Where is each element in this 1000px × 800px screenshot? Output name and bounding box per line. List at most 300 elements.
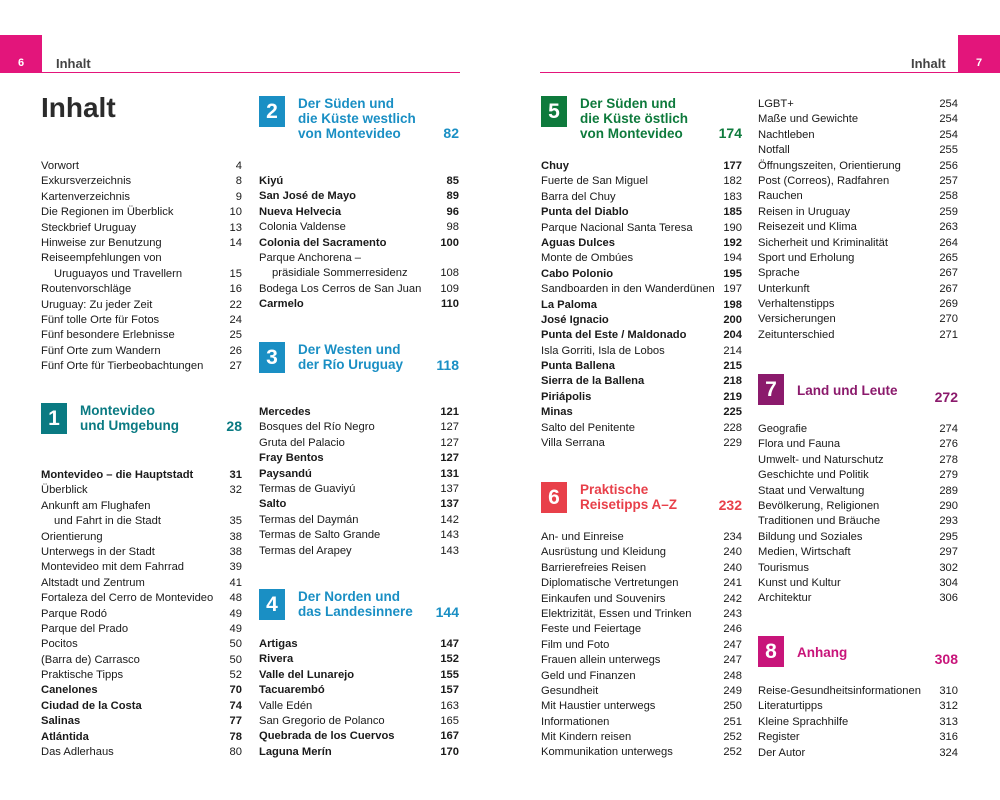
toc-entry: [259, 297, 459, 312]
intro-list: [41, 159, 242, 374]
section-title-line: Reisetipps A–Z: [580, 497, 678, 512]
toc-entry-title: Bevölkerung, Religionen: [758, 499, 880, 512]
toc-entry-page: 152: [440, 653, 459, 666]
toc-entry-title: Bildung und Soziales: [758, 530, 863, 543]
toc-entry-page: 98: [446, 221, 459, 234]
toc-entry-page: 316: [939, 731, 958, 744]
toc-entry-title: Post (Correos), Radfahren: [758, 174, 890, 187]
toc-entry: [758, 499, 958, 514]
toc-entry: [259, 544, 459, 559]
section-title-line: das Landesinnere: [298, 604, 413, 619]
toc-entry-title: Colonia del Sacramento: [259, 236, 387, 249]
toc-entry-title: Tourismus: [758, 561, 809, 574]
toc-entry: [758, 220, 958, 235]
toc-entry: [259, 513, 459, 528]
toc-entry-page: 306: [939, 592, 958, 605]
toc-entry-title: Salto del Penitente: [541, 421, 635, 434]
section-number-badge: 5: [541, 96, 567, 127]
toc-entry: [41, 745, 242, 760]
toc-entry-title: Reiseempfehlungen von: [41, 252, 162, 265]
toc-entry-title: Montevideo – die Hauptstadt: [41, 469, 194, 481]
toc-entry-title: Unterkunft: [758, 282, 810, 295]
toc-entry: [758, 312, 958, 327]
toc-entry: [41, 530, 242, 545]
toc-entry-title: Kiyú: [259, 175, 284, 187]
toc-entry-page: 259: [939, 205, 958, 218]
toc-entry-title: Die Regionen im Überblick: [41, 206, 174, 219]
toc-entry-title: Sierra de la Ballena: [541, 375, 645, 388]
toc-entry-page: 167: [440, 730, 459, 743]
toc-entry-page: 50: [229, 653, 242, 666]
toc-entry: [758, 453, 958, 468]
toc-entry-title: Mit Haustier unterwegs: [541, 700, 656, 713]
section-title: [580, 482, 719, 512]
toc-entry-title: Staat und Verwaltung: [758, 484, 865, 497]
toc-entry-title: Rivera: [259, 653, 294, 666]
toc-entry-page: 4: [235, 160, 242, 172]
toc-entry-title: Kleine Sprachhilfe: [758, 715, 849, 728]
section-page: 232: [718, 497, 742, 513]
toc-entry: [758, 159, 958, 174]
section-title-line: Land und Leute: [797, 383, 898, 398]
toc-entry-title: Bodega Los Cerros de San Juan: [259, 282, 422, 295]
toc-entry: [758, 205, 958, 220]
toc-entry-page: 256: [939, 159, 958, 172]
toc-entry-title: Fünf tolle Orte für Fotos: [41, 313, 160, 326]
toc-entry-title: Parque Nacional Santa Teresa: [541, 221, 693, 234]
toc-entry-title: Fünf besondere Erlebnisse: [41, 329, 175, 342]
toc-entry-title: Frauen allein unterwegs: [541, 654, 661, 667]
toc-entry-page: 218: [723, 375, 742, 388]
right-page-number: 7: [958, 35, 1000, 73]
toc-entry: [541, 267, 742, 282]
toc-entry: [259, 405, 459, 420]
toc-entry-page: 228: [723, 421, 742, 434]
toc-entry: [541, 730, 742, 745]
toc-entry-title: Fünf Orte für Tierbeobachtungen: [41, 360, 204, 373]
toc-entry: [259, 251, 459, 266]
toc-entry-title: Punta del Diablo: [541, 206, 629, 219]
toc-entry-title: Einkaufen und Souvenirs: [541, 592, 666, 605]
toc-entry-page: 229: [723, 437, 742, 450]
section-number-badge: 7: [758, 374, 784, 405]
toc-entry: [758, 730, 958, 745]
toc-entry-page: 22: [229, 298, 242, 311]
toc-entry-page: 131: [440, 467, 459, 480]
toc-entry-page: 77: [229, 715, 242, 728]
toc-entry-title: Uruguayos und Travellern: [54, 267, 183, 280]
toc-entry: [259, 652, 459, 667]
toc-entry-page: 39: [229, 561, 242, 574]
section-title-line: Montevideo: [80, 403, 156, 418]
toc-entry-page: 137: [440, 498, 459, 511]
toc-entry-title: Verhaltenstipps: [758, 298, 835, 311]
toc-entry-page: 85: [446, 175, 459, 187]
toc-entry-title: Reisen in Uruguay: [758, 205, 851, 218]
toc-entry: [758, 128, 958, 143]
toc-entry-title: Sicherheit und Kriminalität: [758, 236, 888, 249]
toc-entry-title: Der Autor: [758, 746, 806, 759]
toc-entry: [41, 282, 242, 297]
toc-entry-page: 276: [939, 438, 958, 451]
toc-entry-page: 27: [229, 360, 242, 373]
toc-entry: [541, 669, 742, 684]
section-page: 272: [934, 389, 958, 405]
toc-entry-page: 177: [723, 160, 742, 172]
toc-entry-page: 264: [939, 236, 958, 249]
toc-entry: [541, 576, 742, 591]
toc-entry-page: 219: [723, 390, 742, 403]
toc-entry: [541, 699, 742, 714]
toc-entry-page: 267: [939, 282, 958, 295]
toc-entry-title: Paysandú: [259, 467, 312, 480]
toc-entry: [41, 221, 242, 236]
toc-entry-page: 9: [235, 190, 242, 203]
section-title-line: und Umgebung: [80, 418, 179, 433]
toc-entry-title: Uruguay: Zu jeder Zeit: [41, 298, 153, 311]
toc-entry-title: Aguas Dulces: [541, 236, 615, 249]
toc-entry-page: 269: [939, 298, 958, 311]
toc-entry-page: 52: [229, 669, 242, 682]
toc-entry-title: Reisezeit und Klima: [758, 221, 857, 234]
toc-entry-page: 304: [939, 576, 958, 589]
toc-entry-title: Monte de Ombúes: [541, 252, 634, 265]
toc-entry-title: Fünf Orte zum Wandern: [41, 344, 161, 357]
toc-entry: [41, 298, 242, 313]
toc-entry-page: 127: [440, 452, 459, 465]
toc-entry-title: Register: [758, 731, 800, 744]
toc-entry-page: 100: [440, 236, 459, 249]
toc-entry: [541, 221, 742, 236]
toc-entry: [259, 189, 459, 204]
toc-entry-page: 13: [229, 221, 242, 234]
toc-entry-page: 249: [723, 684, 742, 697]
toc-entry: [259, 282, 459, 297]
toc-entry: [41, 545, 242, 560]
toc-entry-page: 267: [939, 267, 958, 280]
toc-entry-title: Laguna Merín: [259, 745, 332, 758]
section-title-line: Der Süden und: [580, 96, 677, 111]
toc-entry-page: 257: [939, 174, 958, 187]
toc-entry-page: 170: [440, 745, 459, 758]
section-2-header: [259, 96, 459, 141]
toc-entry-title: Ankunft am Flughafen: [41, 499, 151, 512]
section-page: 28: [226, 418, 242, 434]
toc-entry-page: 25: [229, 329, 242, 342]
toc-entry-page: 240: [723, 561, 742, 574]
toc-entry-page: 194: [723, 252, 742, 265]
toc-entry-page: 247: [723, 654, 742, 667]
toc-entry: [758, 545, 958, 560]
toc-entry-page: 108: [440, 267, 459, 280]
section-3-list: [259, 405, 459, 559]
toc-entry-title: Parque Anchorena –: [259, 251, 362, 264]
toc-entry-title: Kommunikation unterwegs: [541, 746, 673, 759]
toc-entry-title: Punta del Este / Maldonado: [541, 329, 687, 342]
toc-entry: [758, 684, 958, 699]
toc-entry: [41, 576, 242, 591]
toc-entry: [259, 683, 459, 698]
toc-entry: [758, 468, 958, 483]
toc-entry-title: Parque del Prado: [41, 622, 129, 635]
toc-entry-page: 289: [939, 484, 958, 497]
toc-entry: [259, 174, 459, 189]
toc-entry: [541, 530, 742, 545]
section-1-list: [41, 468, 242, 760]
left-page-number: 6: [0, 35, 42, 73]
toc-entry-page: 16: [229, 283, 242, 296]
toc-entry-title: Valle del Lunarejo: [259, 668, 355, 681]
toc-entry-title: Termas del Arapey: [259, 544, 352, 557]
toc-entry: [41, 591, 242, 606]
section-5-list: [541, 159, 742, 451]
toc-entry: [259, 420, 459, 435]
toc-entry: [758, 189, 958, 204]
toc-entry-page: 10: [229, 206, 242, 219]
left-header-rule: [42, 72, 460, 73]
toc-entry: [541, 653, 742, 668]
toc-entry: [41, 699, 242, 714]
section-number-badge: 3: [259, 342, 285, 373]
toc-entry-title: Versicherungen: [758, 313, 836, 326]
toc-entry-title: Cabo Polonio: [541, 267, 614, 280]
toc-entry-title: Chuy: [541, 160, 569, 172]
toc-entry: [41, 622, 242, 637]
section-title-line: die Küste östlich: [580, 111, 689, 126]
toc-entry-page: 254: [939, 98, 958, 110]
toc-entry-page: 279: [939, 469, 958, 482]
toc-entry-title: An- und Einreise: [541, 531, 624, 543]
toc-entry: [541, 561, 742, 576]
toc-entry: [758, 530, 958, 545]
toc-entry-page: 263: [939, 221, 958, 234]
section-title: [298, 342, 436, 372]
toc-entry-title: (Barra de) Carrasco: [41, 653, 140, 666]
toc-entry-page: 165: [440, 714, 459, 727]
section-title: [80, 403, 226, 433]
toc-entry-title: Routenvorschläge: [41, 283, 132, 296]
toc-entry: [541, 607, 742, 622]
toc-entry: [541, 205, 742, 220]
toc-entry-page: 157: [440, 684, 459, 697]
toc-entry-page: 183: [723, 190, 742, 203]
toc-entry-title: Fray Bentos: [259, 452, 324, 465]
toc-entry-title: Fortaleza del Cerro de Montevideo: [41, 592, 214, 605]
toc-entry: [541, 174, 742, 189]
toc-entry: [758, 266, 958, 281]
section-page: 308: [934, 651, 958, 667]
section-title: [580, 96, 719, 141]
toc-entry-page: 185: [723, 206, 742, 219]
toc-entry-title: Überblick: [41, 484, 88, 497]
toc-entry: [41, 560, 242, 575]
toc-entry: [758, 561, 958, 576]
toc-entry: [758, 746, 958, 761]
toc-entry-title: Minas: [541, 406, 573, 419]
section-6-list: [541, 530, 742, 761]
section-7-list: [758, 422, 958, 607]
toc-entry: [259, 699, 459, 714]
toc-entry: [758, 143, 958, 158]
toc-entry-page: 302: [939, 561, 958, 574]
toc-entry: [41, 190, 242, 205]
toc-entry-title: Orientierung: [41, 530, 103, 543]
section-page: 174: [718, 125, 742, 141]
section-number-badge: 8: [758, 636, 784, 667]
toc-entry: [758, 328, 958, 343]
toc-entry: [259, 482, 459, 497]
section-2-list: [259, 174, 459, 313]
toc-entry-title: Salinas: [41, 715, 81, 728]
section-1-header: [41, 403, 242, 434]
toc-entry: [41, 499, 242, 514]
toc-entry-page: 310: [939, 685, 958, 697]
toc-entry: [541, 328, 742, 343]
toc-entry: [541, 190, 742, 205]
toc-entry-title: Kunst und Kultur: [758, 576, 841, 589]
toc-entry-title: Villa Serrana: [541, 437, 605, 450]
toc-entry: [259, 220, 459, 235]
toc-entry: [758, 174, 958, 189]
section-6-continued-list: [758, 97, 958, 343]
toc-entry-title: Bosques del Río Negro: [259, 421, 375, 434]
section-title: [298, 96, 443, 141]
toc-entry-title: Ausrüstung und Kleidung: [541, 546, 667, 559]
toc-entry-title: Maße und Gewichte: [758, 113, 859, 126]
toc-entry-title: Nachtleben: [758, 128, 815, 141]
toc-entry-title: Rauchen: [758, 190, 803, 203]
toc-entry-page: 50: [229, 638, 242, 651]
toc-entry-page: 297: [939, 546, 958, 559]
section-8-header: [758, 636, 958, 667]
toc-entry-page: 89: [446, 190, 459, 203]
toc-entry-page: 147: [440, 638, 459, 650]
toc-entry-title: La Paloma: [541, 298, 597, 311]
toc-entry-page: 252: [723, 746, 742, 759]
section-title-line: die Küste westlich: [298, 111, 416, 126]
toc-entry-title: Feste und Feiertage: [541, 623, 642, 636]
toc-entry: [541, 282, 742, 297]
toc-entry-page: 241: [723, 577, 742, 590]
toc-entry-title: LGBT+: [758, 98, 794, 110]
toc-entry-title: Praktische Tipps: [41, 669, 124, 682]
toc-entry: [541, 545, 742, 560]
toc-entry-title: Notfall: [758, 144, 790, 157]
toc-entry-page: 74: [229, 699, 242, 712]
toc-entry: [41, 313, 242, 328]
toc-entry: [758, 591, 958, 606]
section-7-header: [758, 374, 958, 405]
toc-entry-page: 251: [723, 715, 742, 728]
toc-entry-page: 200: [723, 313, 742, 326]
toc-entry-page: 192: [723, 236, 742, 249]
toc-entry-title: Gesundheit: [541, 684, 599, 697]
toc-entry-page: 197: [723, 283, 742, 296]
toc-entry: [758, 514, 958, 529]
toc-entry-title: Artigas: [259, 638, 298, 650]
toc-entry-page: 49: [229, 622, 242, 635]
toc-entry: [758, 699, 958, 714]
toc-entry-page: 190: [723, 221, 742, 234]
section-6-header: [541, 482, 742, 513]
toc-entry-title: José Ignacio: [541, 313, 609, 326]
toc-entry-title: Kartenverzeichnis: [41, 190, 130, 203]
toc-entry-title: Pocitos: [41, 638, 78, 651]
toc-entry-page: 252: [723, 731, 742, 744]
toc-entry-page: 38: [229, 530, 242, 543]
toc-entry: [41, 251, 242, 266]
toc-entry-title: Fuerte de San Miguel: [541, 175, 648, 188]
toc-entry-page: 242: [723, 592, 742, 605]
toc-entry-title: Carmelo: [259, 298, 304, 311]
toc-entry-title: Atlántida: [41, 730, 89, 743]
toc-entry-title: Architektur: [758, 592, 812, 605]
section-4-header: [259, 589, 459, 620]
toc-entry-title: Ciudad de la Costa: [41, 699, 142, 712]
toc-entry: [541, 236, 742, 251]
toc-entry-page: 248: [723, 669, 742, 682]
toc-entry-page: 24: [229, 313, 242, 326]
toc-entry-page: 31: [229, 469, 242, 481]
toc-entry-page: 143: [440, 529, 459, 542]
toc-entry-title: Umwelt- und Naturschutz: [758, 453, 884, 466]
toc-entry-title: Punta Ballena: [541, 360, 615, 373]
toc-entry-title: Termas del Daymán: [259, 513, 359, 526]
toc-entry: [41, 637, 242, 652]
toc-entry-page: 182: [723, 175, 742, 188]
toc-entry-page: 312: [939, 700, 958, 713]
toc-entry-page: 70: [229, 684, 242, 697]
toc-entry-title: präsidiale Sommerresidenz: [272, 267, 408, 280]
toc-entry-page: 274: [939, 423, 958, 435]
toc-entry: [41, 236, 242, 251]
toc-entry: [541, 421, 742, 436]
section-number-badge: 4: [259, 589, 285, 620]
section-title-line: Anhang: [797, 645, 848, 660]
toc-entry-title: Termas de Guaviyú: [259, 482, 356, 495]
toc-entry-page: 290: [939, 499, 958, 512]
toc-entry-title: Traditionen und Bräuche: [758, 515, 881, 528]
toc-entry-title: Öffnungszeiten, Orientierung: [758, 159, 901, 172]
toc-entry-page: 195: [723, 267, 742, 280]
toc-entry: [541, 405, 742, 420]
toc-entry-page: 49: [229, 607, 242, 620]
toc-entry-title: Vorwort: [41, 160, 79, 172]
section-title: [797, 383, 935, 398]
toc-entry: [259, 266, 459, 281]
section-title: [797, 645, 935, 660]
section-3-header: [259, 342, 459, 373]
toc-entry-page: 247: [723, 638, 742, 651]
toc-entry-title: Mit Kindern reisen: [541, 731, 632, 744]
toc-entry: [41, 328, 242, 343]
toc-entry-page: 109: [440, 282, 459, 295]
section-number-badge: 6: [541, 482, 567, 513]
toc-entry: [541, 359, 742, 374]
toc-entry-page: 240: [723, 546, 742, 559]
toc-entry: [758, 437, 958, 452]
toc-entry: [758, 282, 958, 297]
toc-entry: [259, 668, 459, 683]
toc-entry-title: Zeitunterschied: [758, 328, 835, 341]
toc-entry-page: 121: [440, 406, 459, 418]
toc-entry: [758, 97, 958, 112]
toc-entry-title: Sprache: [758, 267, 800, 280]
toc-entry-page: 110: [440, 298, 459, 311]
toc-entry: [541, 592, 742, 607]
toc-entry-title: Geld und Finanzen: [541, 669, 636, 682]
toc-entry: [259, 528, 459, 543]
